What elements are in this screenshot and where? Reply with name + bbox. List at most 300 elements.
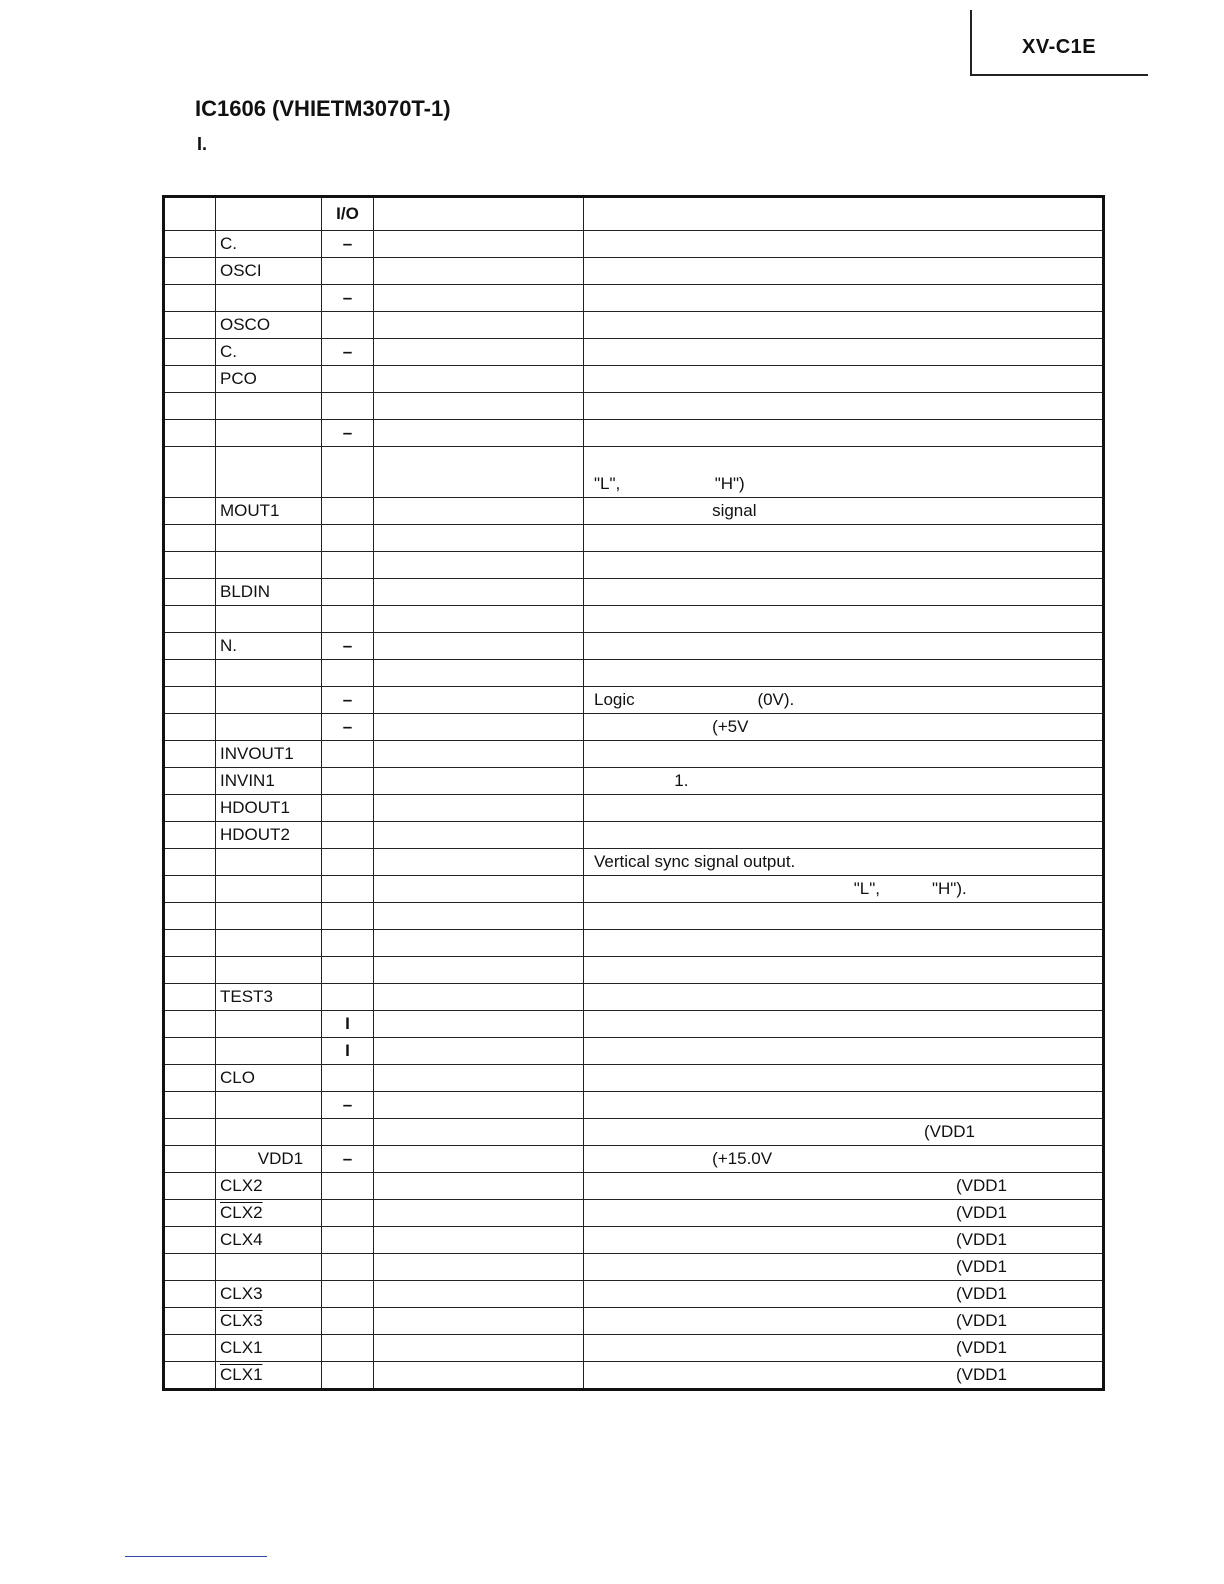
- description-cell: [584, 1362, 1104, 1390]
- io-text: –: [342, 717, 353, 736]
- terminal-name-text: VDD1: [220, 1149, 304, 1168]
- terminal-name-cell: [216, 312, 322, 339]
- description-cell: [584, 1308, 1104, 1335]
- io-cell: [322, 525, 374, 552]
- description-cell: [584, 795, 1104, 822]
- signal-name-cell: [374, 606, 584, 633]
- pin-number-cell: [164, 795, 216, 822]
- signal-name-cell: [374, 339, 584, 366]
- table-row: [164, 339, 1104, 366]
- io-cell: [322, 420, 374, 447]
- io-cell: [322, 312, 374, 339]
- pin-number-cell: [164, 1092, 216, 1119]
- terminal-name-cell: [216, 366, 322, 393]
- signal-name-cell: [374, 312, 584, 339]
- signal-name-cell: [374, 984, 584, 1011]
- signal-name-cell: [374, 1200, 584, 1227]
- io-cell: [322, 1227, 374, 1254]
- description-cell: [584, 1011, 1104, 1038]
- io-cell: [322, 741, 374, 768]
- table-row: [164, 525, 1104, 552]
- table-row: [164, 795, 1104, 822]
- signal-name-cell: [374, 1308, 584, 1335]
- table-row: [164, 930, 1104, 957]
- terminal-name-cell: [216, 393, 322, 420]
- terminal-name-text: HDOUT2: [220, 825, 290, 844]
- description-cell: [584, 579, 1104, 606]
- signal-name-cell: [374, 714, 584, 741]
- description-cell: [584, 903, 1104, 930]
- description-text: (VDD1: [956, 1311, 1008, 1330]
- signal-name-cell: [374, 795, 584, 822]
- pin-number-cell: [164, 687, 216, 714]
- table-row: [164, 660, 1104, 687]
- terminal-name-cell: [216, 1200, 322, 1227]
- terminal-name-cell: [216, 606, 322, 633]
- signal-name-cell: [374, 393, 584, 420]
- io-cell: [322, 231, 374, 258]
- signal-name-cell: [374, 633, 584, 660]
- terminal-name-cell: [216, 525, 322, 552]
- table-row: [164, 1119, 1104, 1146]
- pin-table: [162, 195, 1105, 1391]
- table-row: [164, 1281, 1104, 1308]
- description-cell: [584, 1092, 1104, 1119]
- terminal-name-cell: [216, 285, 322, 312]
- io-text: –: [342, 1149, 353, 1168]
- table-row: [164, 420, 1104, 447]
- io-text: –: [342, 1095, 353, 1114]
- description-cell: [584, 1065, 1104, 1092]
- description-cell: [584, 312, 1104, 339]
- table-row: [164, 903, 1104, 930]
- terminal-name-cell: [216, 660, 322, 687]
- description-cell: [584, 1335, 1104, 1362]
- table-row: [164, 1362, 1104, 1390]
- table-row: [164, 1227, 1104, 1254]
- description-cell: [584, 741, 1104, 768]
- table-row: [164, 312, 1104, 339]
- terminal-name-cell: [216, 420, 322, 447]
- pin-number-cell: [164, 1038, 216, 1065]
- terminal-name-cell: [216, 1308, 322, 1335]
- description-text: signal: [594, 501, 757, 520]
- terminal-name-text: C.: [220, 342, 237, 361]
- io-text: I: [345, 1014, 350, 1033]
- terminal-name-text: OSCO: [220, 315, 271, 334]
- table-header-row: [164, 197, 1104, 231]
- terminal-name-cell: [216, 1362, 322, 1390]
- pin-number-cell: [164, 1308, 216, 1335]
- io-cell: [322, 393, 374, 420]
- pin-number-cell: [164, 876, 216, 903]
- pin-number-cell: [164, 768, 216, 795]
- table-row: [164, 1308, 1104, 1335]
- io-cell: [322, 876, 374, 903]
- terminal-name-cell: [216, 1119, 322, 1146]
- signal-name-cell: [374, 552, 584, 579]
- io-cell: [322, 1362, 374, 1390]
- io-cell: [322, 498, 374, 525]
- io-cell: [322, 1092, 374, 1119]
- description-cell: [584, 1173, 1104, 1200]
- io-text: –: [342, 288, 353, 307]
- table-row: [164, 849, 1104, 876]
- terminal-name-cell: [216, 930, 322, 957]
- model-label: XV-C1E: [1022, 36, 1097, 58]
- description-text: (VDD1: [956, 1203, 1008, 1222]
- table-row: [164, 741, 1104, 768]
- signal-name-cell: [374, 579, 584, 606]
- pin-number-cell: [164, 660, 216, 687]
- description-cell: [584, 420, 1104, 447]
- table-row: [164, 1335, 1104, 1362]
- description-cell: [584, 366, 1104, 393]
- table-row: [164, 1011, 1104, 1038]
- io-cell: [322, 714, 374, 741]
- pin-number-cell: [164, 1335, 216, 1362]
- terminal-name-cell: [216, 1173, 322, 1200]
- signal-name-cell: [374, 1011, 584, 1038]
- description-text: (+15.0V: [594, 1149, 773, 1168]
- header-pin: [164, 197, 216, 231]
- description-text: (+5V: [594, 717, 749, 736]
- description-cell: [584, 447, 1104, 498]
- io-cell: [322, 258, 374, 285]
- pin-number-cell: [164, 1065, 216, 1092]
- io-cell: [322, 606, 374, 633]
- pin-number-cell: [164, 285, 216, 312]
- description-cell: [584, 876, 1104, 903]
- signal-name-cell: [374, 687, 584, 714]
- signal-name-cell: [374, 366, 584, 393]
- pin-number-cell: [164, 633, 216, 660]
- terminal-name-cell: [216, 1227, 322, 1254]
- signal-name-cell: [374, 876, 584, 903]
- io-cell: [322, 579, 374, 606]
- terminal-name-cell: [216, 957, 322, 984]
- terminal-name-cell: [216, 339, 322, 366]
- io-cell: [322, 366, 374, 393]
- io-cell: [322, 930, 374, 957]
- io-cell: [322, 552, 374, 579]
- pin-number-cell: [164, 1146, 216, 1173]
- pin-number-cell: [164, 1119, 216, 1146]
- terminal-name-text: BLDIN: [220, 582, 271, 601]
- description-cell: [584, 1146, 1104, 1173]
- terminal-name-text: CLX2: [220, 1203, 263, 1222]
- terminal-name-cell: [216, 795, 322, 822]
- description-cell: [584, 1254, 1104, 1281]
- terminal-name-cell: [216, 1065, 322, 1092]
- description-text: (VDD1: [956, 1365, 1008, 1384]
- terminal-name-text: OSCI: [220, 261, 262, 280]
- table-row: [164, 285, 1104, 312]
- terminal-name-text: HDOUT1: [220, 798, 290, 817]
- pin-number-cell: [164, 1173, 216, 1200]
- pin-number-cell: [164, 1227, 216, 1254]
- table-row: [164, 1254, 1104, 1281]
- terminal-name-cell: [216, 1281, 322, 1308]
- pin-number-cell: [164, 849, 216, 876]
- signal-name-cell: [374, 957, 584, 984]
- description-text: "L", "H").: [594, 879, 967, 898]
- table-row: [164, 258, 1104, 285]
- table-row: [164, 1200, 1104, 1227]
- terminal-name-cell: [216, 876, 322, 903]
- terminal-name-text: CLX3: [220, 1284, 263, 1303]
- terminal-name-cell: [216, 1011, 322, 1038]
- description-text: Logic (0V).: [594, 690, 795, 709]
- terminal-name-cell: [216, 687, 322, 714]
- io-cell: [322, 687, 374, 714]
- io-cell: [322, 957, 374, 984]
- table-row: [164, 231, 1104, 258]
- signal-name-cell: [374, 1281, 584, 1308]
- table-row: [164, 579, 1104, 606]
- terminal-name-cell: [216, 1146, 322, 1173]
- pin-number-cell: [164, 903, 216, 930]
- signal-name-cell: [374, 1038, 584, 1065]
- signal-name-cell: [374, 930, 584, 957]
- io-cell: [322, 1038, 374, 1065]
- pin-number-cell: [164, 552, 216, 579]
- description-cell: [584, 660, 1104, 687]
- header-name: [374, 197, 584, 231]
- io-text: –: [342, 690, 353, 709]
- pin-number-cell: [164, 1011, 216, 1038]
- header-terminal: [216, 197, 322, 231]
- signal-name-cell: [374, 768, 584, 795]
- signal-name-cell: [374, 903, 584, 930]
- description-cell: [584, 231, 1104, 258]
- io-cell: [322, 822, 374, 849]
- description-cell: [584, 606, 1104, 633]
- io-cell: [322, 633, 374, 660]
- io-cell: [322, 285, 374, 312]
- terminal-name-cell: [216, 849, 322, 876]
- pin-number-cell: [164, 258, 216, 285]
- description-cell: [584, 552, 1104, 579]
- description-cell: [584, 1227, 1104, 1254]
- terminal-name-cell: [216, 552, 322, 579]
- pin-number-cell: [164, 498, 216, 525]
- signal-name-cell: [374, 498, 584, 525]
- description-cell: [584, 957, 1104, 984]
- io-cell: [322, 1308, 374, 1335]
- pin-number-cell: [164, 525, 216, 552]
- terminal-name-cell: [216, 984, 322, 1011]
- terminal-name-text: CLX1: [220, 1338, 263, 1357]
- description-cell: [584, 258, 1104, 285]
- table-row: [164, 957, 1104, 984]
- table-row: [164, 1092, 1104, 1119]
- pin-number-cell: [164, 1200, 216, 1227]
- description-text: Vertical sync signal output.: [594, 852, 796, 871]
- pin-number-cell: [164, 930, 216, 957]
- description-cell: [584, 930, 1104, 957]
- description-cell: [584, 849, 1104, 876]
- io-text: –: [342, 636, 353, 655]
- io-cell: [322, 1146, 374, 1173]
- signal-name-cell: [374, 420, 584, 447]
- io-cell: [322, 1173, 374, 1200]
- terminal-name-text: MOUT1: [220, 501, 280, 520]
- table-row: [164, 552, 1104, 579]
- signal-name-cell: [374, 285, 584, 312]
- pin-number-cell: [164, 231, 216, 258]
- terminal-name-text: CLX4: [220, 1230, 263, 1249]
- terminal-name-cell: [216, 498, 322, 525]
- io-cell: [322, 1119, 374, 1146]
- io-cell: [322, 1254, 374, 1281]
- io-cell: [322, 339, 374, 366]
- terminal-name-text: CLX1: [220, 1365, 263, 1384]
- terminal-name-text: PCO: [220, 369, 257, 388]
- table-row: [164, 1038, 1104, 1065]
- pin-number-cell: [164, 957, 216, 984]
- io-cell: [322, 768, 374, 795]
- table-row: [164, 984, 1104, 1011]
- description-text: (VDD1: [956, 1230, 1008, 1249]
- section-marker: I.: [197, 134, 208, 154]
- signal-name-cell: [374, 447, 584, 498]
- terminal-name-cell: [216, 633, 322, 660]
- description-cell: [584, 498, 1104, 525]
- description-cell: [584, 393, 1104, 420]
- terminal-name-text: CLX3: [220, 1311, 263, 1330]
- table-row: [164, 822, 1104, 849]
- pin-number-cell: [164, 714, 216, 741]
- io-cell: [322, 1011, 374, 1038]
- signal-name-cell: [374, 1173, 584, 1200]
- signal-name-cell: [374, 849, 584, 876]
- pin-number-cell: [164, 984, 216, 1011]
- io-text: –: [342, 342, 353, 361]
- signal-name-cell: [374, 1227, 584, 1254]
- io-cell: [322, 660, 374, 687]
- description-text: (VDD1: [956, 1176, 1008, 1195]
- terminal-name-cell: [216, 741, 322, 768]
- terminal-name-cell: [216, 822, 322, 849]
- terminal-name-cell: [216, 1038, 322, 1065]
- description-text: (VDD1: [956, 1338, 1008, 1357]
- signal-name-cell: [374, 231, 584, 258]
- io-cell: [322, 1065, 374, 1092]
- description-cell: [584, 339, 1104, 366]
- io-cell: [322, 984, 374, 1011]
- signal-name-cell: [374, 1254, 584, 1281]
- terminal-name-cell: [216, 447, 322, 498]
- signal-name-cell: [374, 525, 584, 552]
- table-row: [164, 606, 1104, 633]
- io-cell: [322, 795, 374, 822]
- io-cell: [322, 849, 374, 876]
- description-cell: [584, 285, 1104, 312]
- terminal-name-cell: [216, 579, 322, 606]
- io-text: I: [345, 1041, 350, 1060]
- terminal-name-cell: [216, 903, 322, 930]
- footer-rule: [125, 1556, 267, 1557]
- pin-number-cell: [164, 741, 216, 768]
- io-text: –: [342, 234, 353, 253]
- terminal-name-text: N.: [220, 636, 237, 655]
- table-row: [164, 876, 1104, 903]
- header-io: I/O: [322, 197, 374, 231]
- pin-number-cell: [164, 366, 216, 393]
- pin-number-cell: [164, 1281, 216, 1308]
- pin-number-cell: [164, 606, 216, 633]
- table-row: [164, 768, 1104, 795]
- description-cell: [584, 1200, 1104, 1227]
- table-row: [164, 1146, 1104, 1173]
- pin-number-cell: [164, 1362, 216, 1390]
- pin-number-cell: [164, 822, 216, 849]
- table-row: [164, 687, 1104, 714]
- description-cell: [584, 822, 1104, 849]
- description-cell: [584, 1038, 1104, 1065]
- terminal-name-cell: [216, 258, 322, 285]
- signal-name-cell: [374, 822, 584, 849]
- terminal-name-text: TEST3: [220, 987, 273, 1006]
- ic-title: IC1606 (VHIETM3070T-1): [195, 96, 451, 121]
- io-cell: [322, 447, 374, 498]
- terminal-name-cell: [216, 1335, 322, 1362]
- table-row: [164, 393, 1104, 420]
- description-cell: [584, 1281, 1104, 1308]
- description-cell: [584, 525, 1104, 552]
- table-row: [164, 447, 1104, 498]
- description-text: "L", "H"): [594, 474, 745, 493]
- description-cell: [584, 687, 1104, 714]
- description-cell: [584, 984, 1104, 1011]
- description-cell: [584, 714, 1104, 741]
- description-cell: [584, 1119, 1104, 1146]
- signal-name-cell: [374, 1335, 584, 1362]
- description-cell: [584, 768, 1104, 795]
- pin-number-cell: [164, 393, 216, 420]
- io-cell: [322, 1200, 374, 1227]
- pin-table-body: [164, 197, 1104, 1390]
- io-cell: [322, 1335, 374, 1362]
- signal-name-cell: [374, 1362, 584, 1390]
- terminal-name-text: CLX2: [220, 1176, 263, 1195]
- pin-number-cell: [164, 447, 216, 498]
- header-description: [584, 197, 1104, 231]
- pin-number-cell: [164, 420, 216, 447]
- signal-name-cell: [374, 741, 584, 768]
- terminal-name-cell: [216, 231, 322, 258]
- terminal-name-cell: [216, 1254, 322, 1281]
- table-row: [164, 1065, 1104, 1092]
- description-text: (VDD1: [924, 1122, 976, 1141]
- table-row: [164, 714, 1104, 741]
- terminal-name-text: CLO: [220, 1068, 255, 1087]
- terminal-name-cell: [216, 768, 322, 795]
- description-cell: [584, 633, 1104, 660]
- io-text: –: [342, 423, 353, 442]
- table-row: [164, 498, 1104, 525]
- terminal-name-cell: [216, 714, 322, 741]
- table-row: [164, 1173, 1104, 1200]
- signal-name-cell: [374, 1065, 584, 1092]
- description-text: (VDD1: [956, 1284, 1008, 1303]
- terminal-name-cell: [216, 1092, 322, 1119]
- pin-number-cell: [164, 312, 216, 339]
- description-text: 1.: [594, 771, 689, 790]
- table-row: [164, 366, 1104, 393]
- table-row: [164, 633, 1104, 660]
